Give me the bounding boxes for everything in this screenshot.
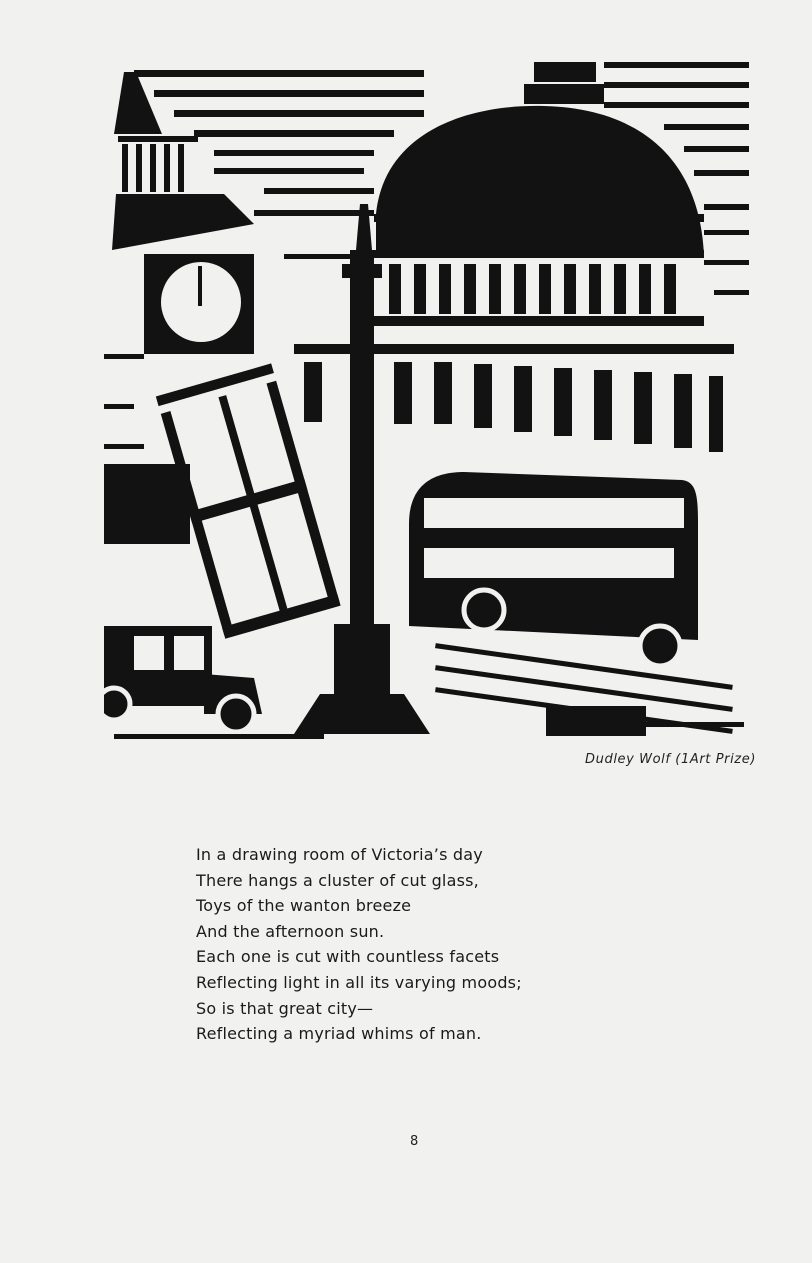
poem-line: Reflecting light in all its varying moods;: [196, 972, 522, 992]
page-number: 8: [410, 1134, 419, 1149]
poem-line: And the afternoon sun.: [196, 921, 385, 941]
poem-line: Reflecting a myriad whims of man.: [196, 1024, 482, 1044]
poem-line: There hangs a cluster of cut glass,: [196, 870, 479, 890]
poem-line: In a drawing room of Victoria’s day: [196, 845, 483, 864]
poem: [196, 842, 616, 1047]
poem-line: Toys of the wanton breeze: [196, 896, 412, 916]
poem-line: So is that great city—: [196, 998, 374, 1018]
linocut-illustration: [104, 54, 754, 744]
illustration-caption: Dudley Wolf (1Art Prize): [585, 752, 756, 767]
poem-line: Each one is cut with countless facets: [196, 947, 500, 967]
